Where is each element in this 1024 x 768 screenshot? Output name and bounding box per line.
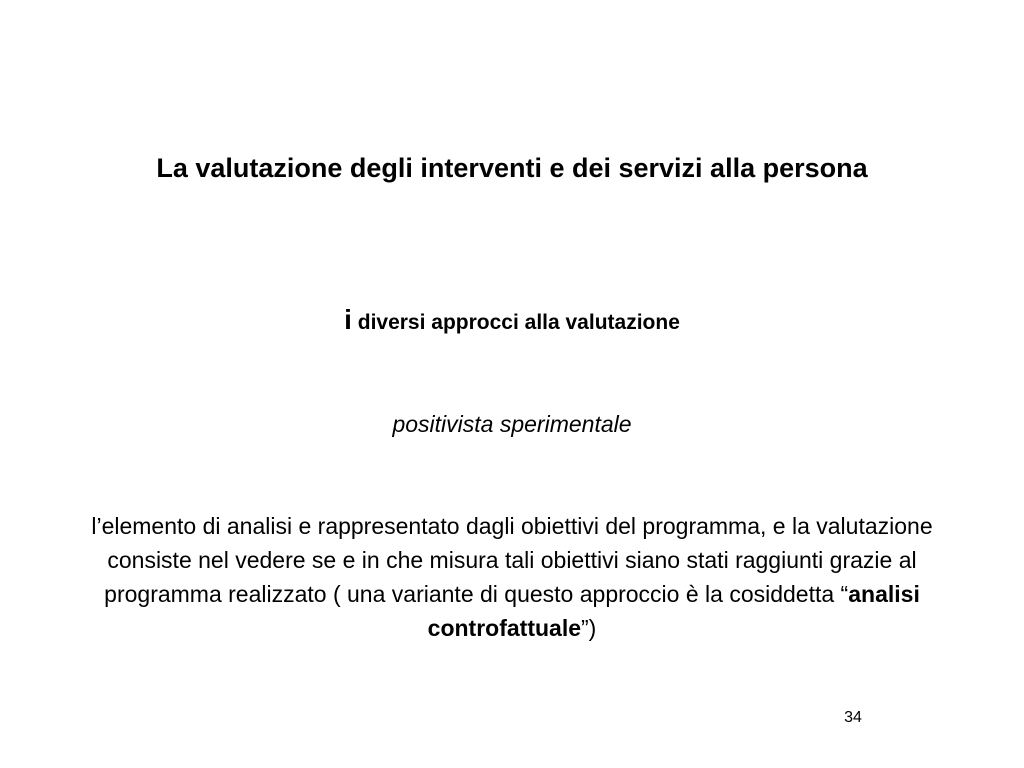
body-text-end: ”) bbox=[581, 615, 597, 641]
body-paragraph bbox=[48, 509, 976, 645]
subtitle-text: diversi approcci alla valutazione bbox=[351, 311, 680, 334]
subtitle-initial: i bbox=[344, 304, 352, 335]
body-text-bold-term: analisi controfattuale bbox=[427, 581, 920, 641]
page-number: 34 bbox=[844, 709, 862, 726]
body-text-start: l’elemento di analisi e rappresentato dagli obiettivi del programma, e la valutazione consiste nel vedere se e in che misura tali obiettivi siano stati raggiunti grazie al programma realizzato ( una variante di questo approccio è la cosiddetta “ bbox=[91, 513, 933, 607]
slide-title: La valutazione degli interventi e dei servizi alla persona bbox=[156, 153, 868, 183]
slide-subtitle bbox=[40, 298, 984, 345]
approach-label: positivista sperimentale bbox=[392, 411, 632, 437]
